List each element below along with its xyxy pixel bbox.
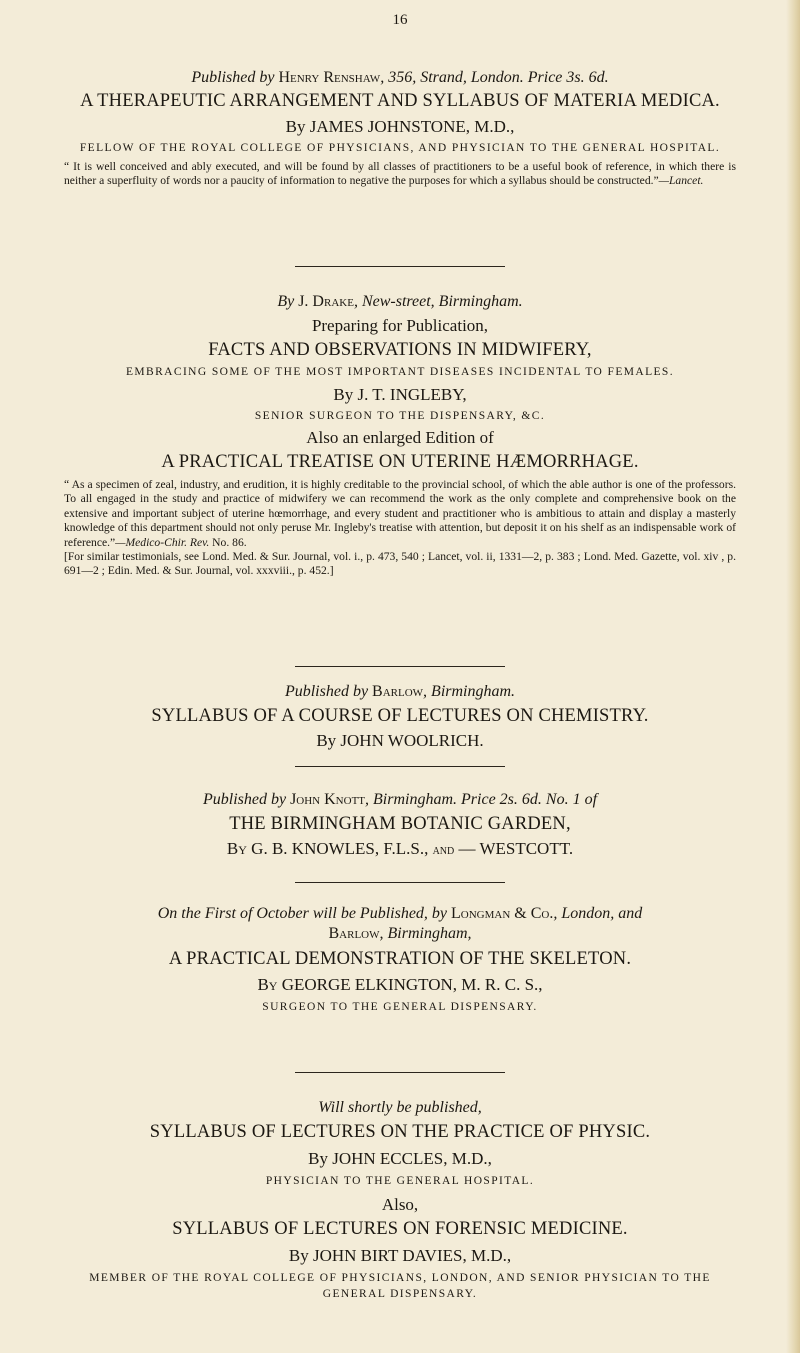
author-affiliation: SURGEON TO THE GENERAL DISPENSARY.: [262, 1001, 538, 1013]
review-source: —Lancet.: [658, 174, 704, 188]
advertisement-physic-lectures: [62, 1098, 738, 1302]
also-note: Also an enlarged Edition of: [306, 428, 494, 447]
also-note: Also,: [381, 1195, 419, 1214]
divider: [295, 766, 505, 767]
author-line-2: By JOHN BIRT DAVIES, M.D.,: [288, 1246, 512, 1265]
advertisement-materia-medica: [62, 68, 738, 189]
publisher-line: Will shortly be published,: [318, 1099, 482, 1116]
review-quote: “ As a specimen of zeal, industry, and erudition, it is highly creditable to the provincial school, of which the able author is one of the professors. To all engaged in the study and practice of midwifery we can recommend the work as the only complete and comprehensive book on the extensive and important subject of uterine hœmorrhage, and every student and practitioner who is ambitious to attain and display a masterly knowledge of this department should not only peruse Mr. Ingleby's treatise with attention, but deposit it on his shelf as an indispensable work of reference.”—Medico-Chir. Rev. No. 86.: [64, 478, 736, 549]
book-title: FACTS AND OBSERVATIONS IN MIDWIFERY,: [208, 340, 592, 360]
author-affiliation: FELLOW OF THE ROYAL COLLEGE OF PHYSICIANS, AND PHYSICIAN TO THE GENERAL HOSPITAL.: [79, 142, 721, 154]
divider: [295, 1072, 505, 1073]
book-title: A THERAPEUTIC ARRANGEMENT AND SYLLABUS OF MATERIA MEDICA.: [80, 91, 720, 111]
review-source: —Medico-Chir. Rev.: [115, 535, 210, 549]
publisher-line: Published by Barlow, Birmingham.: [284, 683, 516, 700]
author-line: By JAMES JOHNSTONE, M.D.,: [285, 117, 515, 136]
publisher-line-2: Barlow, Birmingham,: [328, 925, 472, 942]
book-title: SYLLABUS OF A COURSE OF LECTURES ON CHEMISTRY.: [151, 706, 649, 726]
advertisement-chemistry: [62, 682, 738, 752]
divider: [295, 266, 505, 267]
testimonials-note: [For similar testimonials, see Lond. Med. & Sur. Journal, vol. i., p. 473, 540 ; Lancet, vol. ii, 1331—2, p. 383 ; Lond. Med. Gazette, vol. xiv , p. 691—2 ; Edin. Med. & Sur. Journal, vol. xxxviii., p. 452.]: [64, 550, 736, 578]
advertisement-botanic-garden: [62, 790, 738, 862]
author-line: By JOHN WOOLRICH.: [316, 731, 484, 750]
publisher-line: Published by Henry Renshaw, 356, Strand, London. Price 3s. 6d.: [191, 69, 609, 86]
book-title: A PRACTICAL DEMONSTRATION OF THE SKELETON.: [168, 949, 632, 969]
author-line: By J. T. INGLEBY,: [333, 385, 467, 404]
page-number: 16: [392, 12, 408, 28]
page-edge-shadow: [786, 0, 800, 1353]
advertisement-skeleton: [62, 904, 738, 1015]
book-title-2: SYLLABUS OF LECTURES ON FORENSIC MEDICINE.: [172, 1219, 628, 1239]
publisher-line: Published by John Knott, Birmingham. Price 2s. 6d. No. 1 of: [202, 791, 598, 808]
publisher-line: By J. Drake, New-street, Birmingham.: [277, 293, 523, 310]
author-affiliation-2: MEMBER OF THE ROYAL COLLEGE OF PHYSICIANS, LONDON, AND SENIOR PHYSICIAN TO THE GENERAL DISPENSARY.: [89, 1272, 711, 1300]
author-affiliation: SENIOR SURGEON TO THE DISPENSARY, &C.: [254, 410, 546, 422]
divider: [295, 666, 505, 667]
book-title: SYLLABUS OF LECTURES ON THE PRACTICE OF PHYSIC.: [149, 1122, 651, 1142]
divider: [295, 882, 505, 883]
author-line: By GEORGE ELKINGTON, M. R. C. S.,: [257, 975, 543, 994]
author-line: By G. B. KNOWLES, F.L.S., and — WESTCOTT.: [226, 839, 574, 858]
preparing-note: Preparing for Publication,: [311, 316, 489, 335]
author-affiliation: PHYSICIAN TO THE GENERAL HOSPITAL.: [265, 1175, 535, 1187]
advertisement-midwifery: [62, 292, 738, 579]
book-title: THE BIRMINGHAM BOTANIC GARDEN,: [229, 814, 571, 834]
author-line: By JOHN ECCLES, M.D.,: [308, 1149, 492, 1168]
review-quote: “ It is well conceived and ably executed, and will be found by all classes of practitioners to be a useful book of reference, in which there is neither a superfluity of words nor a paucity of information to negative the purposes for which a syllabus should be constructed.”—Lancet.: [64, 160, 736, 188]
book-subtitle: EMBRACING SOME OF THE MOST IMPORTANT DISEASES INCIDENTAL TO FEMALES.: [125, 366, 675, 378]
publisher-line: On the First of October will be Published, by Longman & Co., London, and: [157, 905, 643, 922]
book-title-2: A PRACTICAL TREATISE ON UTERINE HÆMORRHAGE.: [161, 452, 639, 472]
